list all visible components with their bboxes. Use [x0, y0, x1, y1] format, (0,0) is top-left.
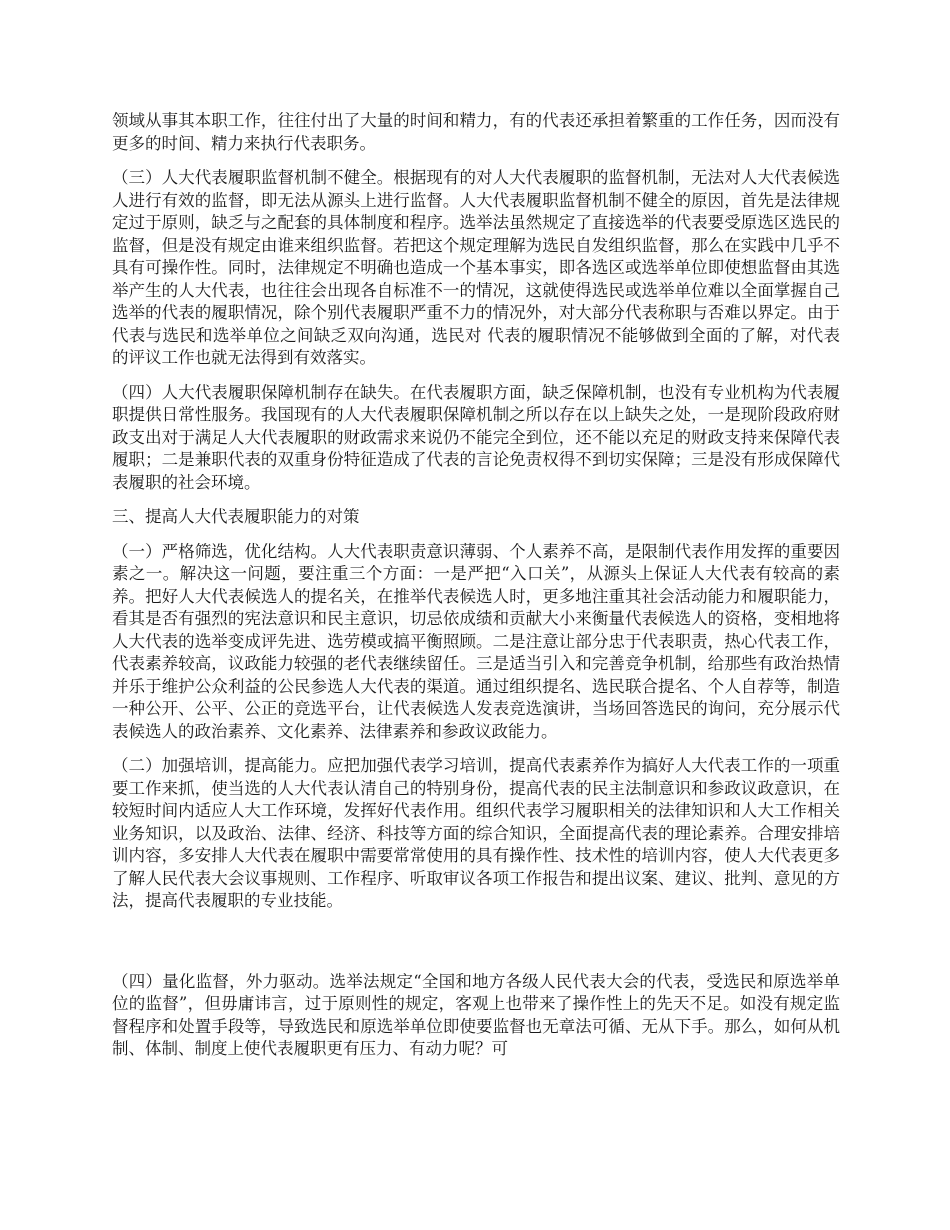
paragraph-strict-selection: （一）严格筛选，优化结构。人大代表职责意识薄弱、个人素养不高，是限制代表作用发挥的重要因素之一。解决这一问题，要注重三个方面：一是严把“入口关”，从源头上保证人大代表有较高的素养。把好人大代表候选人的提名关，在推举代表候选人时，更多地注重其社会活动能力和履职能力，看其是否有强烈的宪法意识和民主意识，切忌依成绩和贡献大小来衡量代表候选人的资格，变相地将人大代表的选举变成评先进、选劳模或搞平衡照顾。二是注意让部分忠于代表职责，热心代表工作，代表素养较高，议政能力较强的老代表继续留任。三是适当引入和完善竞争机制，给那些有政治热情并乐于维护公众利益的公民参选人大代表的渠道。通过组织提名、选民联合提名、个人自荐等，制造一种公开、公平、公正的竞选平台，让代表候选人发表竞选演讲，当场回答选民的询问，充分展示代表候选人的政治素养、文化素养、法律素养和参政议政能力。: [112, 541, 840, 741]
paragraph-supervision-mechanism: （三）人大代表履职监督机制不健全。根据现有的对人大代表履职的监督机制，无法对人大代表候选人进行有效的监督，即无法从源头上进行监督。人大代表履职监督机制不健全的原因，首先是法律规定过于原则，缺乏与之配套的具体制度和程序。选举法虽然规定了直接选举的代表要受原选区选民的监督，但是没有规定由谁来组织监督。若把这个规定理解为选民自发组织监督，那么在实践中几乎不具有可操作性。同时，法律规定不明确也造成一个基本事实，即各选区或选举单位即使想监督由其选举产生的人大代表，也往往会出现各自标准不一的情况，这就使得选民或选举单位难以全面掌握自己选举的代表的履职情况，除个别代表履职严重不力的情况外，对大部分代表称职与否难以界定。由于代表与选民和选举单位之间缺乏双向沟通，选民对 代表的履职情况不能够做到全面的了解，对代表的评议工作也就无法得到有效落实。: [112, 168, 840, 367]
document-body: [112, 110, 840, 1073]
paragraph-guarantee-mechanism: （四）人大代表履职保障机制存在缺失。在代表履职方面，缺乏保障机制，也没有专业机构为代表履职提供日常性服务。我国现有的人大代表履职保障机制之所以存在以上缺失之处，一是现阶段政府财政支出对于满足人大代表履职的财政需求来说仍不能完全到位，还不能以充足的财政支持来保障代表履职；二是兼职代表的双重身份特征造成了代表的言论免责权得不到切实保障；三是没有形成保障代表履职的社会环境。: [112, 382, 840, 492]
paragraph-quantified-supervision: （四）量化监督，外力驱动。选举法规定“全国和地方各级人民代表大会的代表，受选民和原选举单位的监督”，但毋庸讳言，过于原则性的规定，客观上也带来了操作性上的先天不足。如没有规定监督程序和处置手段等，导致选民和原选举单位即使要监督也无章法可循、无从下手。那么，如何从机制、体制、制度上使代表履职更有压力、有动力呢？可: [112, 971, 840, 1058]
paragraph-training: （二）加强培训，提高能力。应把加强代表学习培训，提高代表素养作为搞好人大代表工作的一项重要工作来抓，使当选的人大代表认清自己的特别身份，提高代表的民主法制意识和参政议政意识，在较短时间内适应人大工作环境，发挥好代表作用。组织代表学习履职相关的法律知识和人大工作相关业务知识，以及政治、法律、经济、科技等方面的综合知识，全面提高代表的理论素养。合理安排培训内容，多安排人大代表在履职中需要常常使用的具有操作性、技术性的培训内容，使人大代表更多了解人民代表大会议事规则、工作程序、听取审议各项工作报告和提出议案、建议、批判、意见的方法，提高代表履职的专业技能。: [112, 756, 840, 910]
section-heading-countermeasures: 三、提高人大代表履职能力的对策: [112, 507, 360, 526]
paragraph-continuation: 领域从事其本职工作，往往付出了大量的时间和精力，有的代表还承担着繁重的工作任务，因而没有更多的时间、精力来执行代表职务。: [112, 111, 840, 153]
